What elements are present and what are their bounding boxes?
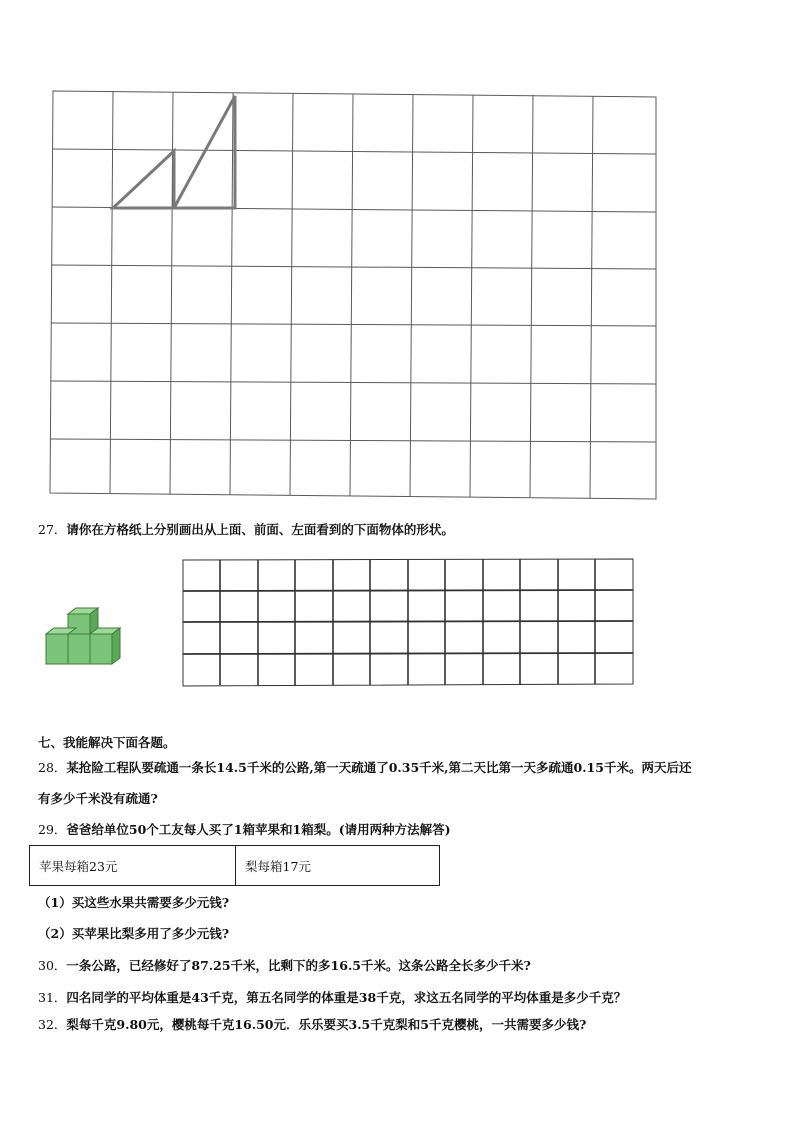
small-triangle [113, 151, 174, 208]
section-7-heading [38, 735, 176, 751]
question-29 [38, 822, 451, 838]
triangles [113, 96, 235, 208]
table-cell: 苹果每箱23元 [30, 846, 236, 886]
question-number: 28． [38, 760, 67, 775]
table-cell: 梨每箱17元 [236, 846, 440, 886]
question-number: 27． [38, 522, 67, 537]
question-text: 爸爸给单位50个工友每人买了1箱苹果和1箱梨。(请用两种方法解答) [66, 822, 451, 837]
answer-grid [180, 557, 636, 689]
question-31 [38, 990, 626, 1006]
question-text: 某抢险工程队要疏通一条长14.5千米的公路,第一天疏通了0.35千米,第二天比第一天多疏通0.15千米。两天后还 [66, 760, 692, 775]
table-row [30, 846, 440, 886]
top-grid-figure [47, 89, 659, 501]
question-28-continued [38, 791, 158, 807]
price-table [29, 845, 440, 886]
question-27 [38, 522, 454, 538]
question-29-sub-1 [38, 895, 229, 911]
question-32 [38, 1017, 586, 1033]
question-text: 梨每千克9.80元，樱桃每千克16.50元．乐乐要买3.5千克梨和5千克樱桃，一共需要多少钱? [66, 1017, 587, 1032]
question-number: 30． [38, 958, 67, 973]
question-text: 请你在方格纸上分别画出从上面、前面、左面看到的下面物体的形状。 [66, 522, 454, 537]
grid-lines [50, 91, 656, 499]
question-text: 四名同学的平均体重是43千克，第五名同学的体重是38千克，求这五名同学的平均体重是多少千克？ [66, 990, 627, 1005]
square-grid-with-triangles [47, 89, 659, 501]
question-28 [38, 760, 691, 776]
sub-question-text: （1）买这些水果共需要多少元钱? [38, 895, 230, 910]
cube-stack-icon [42, 606, 126, 668]
question-30 [38, 958, 531, 974]
sub-question-text: （2）买苹果比梨多用了多少元钱? [38, 926, 230, 941]
section-title: 七、我能解决下面各题。 [38, 735, 176, 750]
question-29-sub-2 [38, 926, 229, 942]
cube-stack-figure [42, 606, 126, 668]
question-number: 29． [38, 822, 67, 837]
large-triangle [174, 96, 235, 208]
question-number: 31． [38, 990, 67, 1005]
small-square-grid [180, 557, 636, 689]
question-number: 32． [38, 1017, 67, 1032]
question-text-continued: 有多少千米没有疏通? [38, 791, 158, 806]
question-text: 一条公路，已经修好了87.25千米，比剩下的多16.5千米。这条公路全长多少千米? [66, 958, 531, 973]
